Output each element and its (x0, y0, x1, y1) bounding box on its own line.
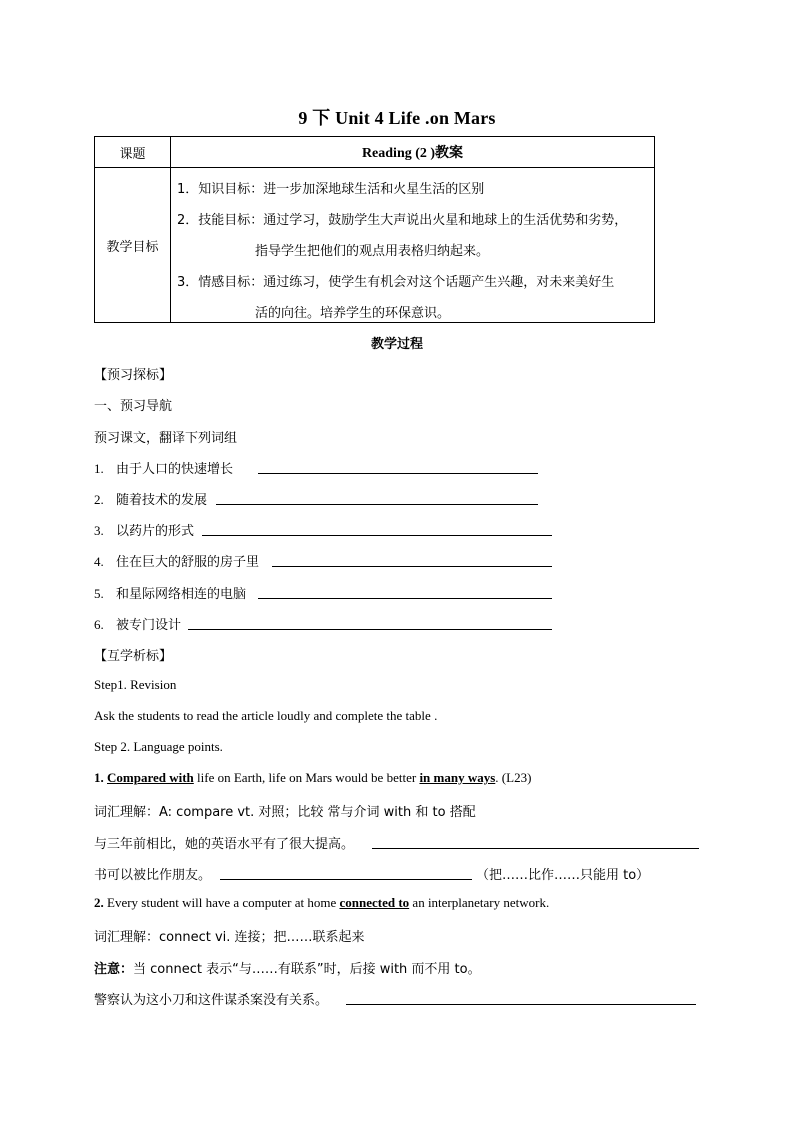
exercise-sentence: 与三年前相比，她的英语水平有了很大提高。 (94, 837, 355, 852)
phrase-number: 3. (94, 523, 104, 538)
process-heading: 教学过程 (370, 337, 423, 352)
phrase-text: 被专门设计 (116, 618, 182, 633)
phrase-number: 1. (94, 461, 104, 476)
goal-emotion-cont: 活的向往。培养学生的环保意识。 (255, 306, 451, 321)
phrase-item (94, 551, 259, 570)
answer-blank[interactable] (258, 598, 552, 599)
exercise-sentence: 书可以被比作朋友。 (94, 868, 212, 883)
answer-blank[interactable] (258, 473, 538, 474)
mutual-heading: 【互学析标】 (94, 649, 173, 664)
phrase-number: 2. (94, 492, 104, 507)
phrase-text: 随着技术的发展 (116, 493, 208, 508)
preview-heading: 【预习探标】 (94, 368, 173, 383)
sentence-text: Every student will have a computer at home (103, 895, 340, 910)
phrase-text: 由于人口的快速增长 (116, 462, 234, 477)
phrase-item (94, 520, 194, 539)
phrase-text: 以药片的形式 (116, 524, 195, 539)
page-title: 9 下 Unit 4 Life .on Mars (298, 108, 496, 128)
note-label: 注意： (94, 962, 134, 977)
goal-skill-cont: 指导学生把他们的观点用表格归纳起来。 (255, 244, 490, 259)
step1-heading: Step1. Revision (94, 677, 177, 692)
point-number: 2. (94, 895, 104, 910)
phrase-number: 6. (94, 617, 104, 632)
goal-knowledge: 1．知识目标：进一步加深地球生活和火星生活的区别 (177, 182, 485, 197)
usage-note (94, 958, 481, 977)
key-phrase: connected to (339, 895, 410, 910)
preview-instruction: 预习课文，翻译下列词组 (94, 431, 238, 446)
note-text: 当 connect 表示“与……有联系”时，后接 with 而不用 to。 (133, 962, 481, 977)
preview-subheading: 一、预习导航 (94, 399, 173, 414)
language-point-2 (94, 895, 549, 911)
answer-blank[interactable] (272, 566, 552, 567)
key-phrase: Compared with (107, 770, 194, 785)
goals-label: 教学目标 (95, 168, 171, 323)
answer-blank[interactable] (188, 629, 552, 630)
lesson-info-table (94, 136, 655, 323)
phrase-text: 住在巨大的舒服的房子里 (116, 555, 260, 570)
answer-blank[interactable] (346, 1004, 696, 1005)
point-number: 1. (94, 770, 104, 785)
answer-blank[interactable] (202, 535, 552, 536)
exercise-sentence: 警察认为这小刀和这件谋杀案没有关系。 (94, 993, 329, 1008)
answer-blank[interactable] (216, 504, 538, 505)
phrase-item (94, 458, 233, 477)
answer-blank[interactable] (372, 848, 699, 849)
vocab-note-1: 词汇理解：A: compare vt. 对照；比较 常与介词 with 和 to 搭配 (94, 805, 476, 820)
phrase-number: 5. (94, 586, 104, 601)
exercise-hint: （把……比作……只能用 to） (476, 868, 650, 883)
phrase-item (94, 583, 246, 602)
sentence-text: . (L23) (495, 770, 532, 785)
key-phrase: in many ways (419, 770, 496, 785)
phrase-item (94, 614, 181, 633)
goal-skill: 2．技能目标：通过学习，鼓励学生大声说出火星和地球上的生活优势和劣势， (177, 213, 628, 228)
step2-heading: Step 2. Language points. (94, 739, 223, 754)
vocab-note-2: 词汇理解：connect vi. 连接；把……联系起来 (94, 930, 365, 945)
goals-cell (171, 168, 655, 323)
language-point-1 (94, 770, 531, 786)
answer-blank[interactable] (220, 879, 472, 880)
phrase-item (94, 489, 207, 508)
goal-emotion: 3．情感目标：通过练习，使学生有机会对这个话题产生兴趣，对未来美好生 (177, 275, 615, 290)
topic-value: Reading (2 )教案 (171, 137, 655, 168)
phrase-number: 4. (94, 554, 104, 569)
sentence-text: an interplanetary network. (409, 895, 550, 910)
sentence-text: life on Earth, life on Mars would be better (193, 770, 420, 785)
phrase-text: 和星际网络相连的电脑 (116, 587, 247, 602)
step1-task: Ask the students to read the article loudly and complete the table . (94, 708, 438, 723)
topic-label: 课题 (95, 137, 171, 168)
